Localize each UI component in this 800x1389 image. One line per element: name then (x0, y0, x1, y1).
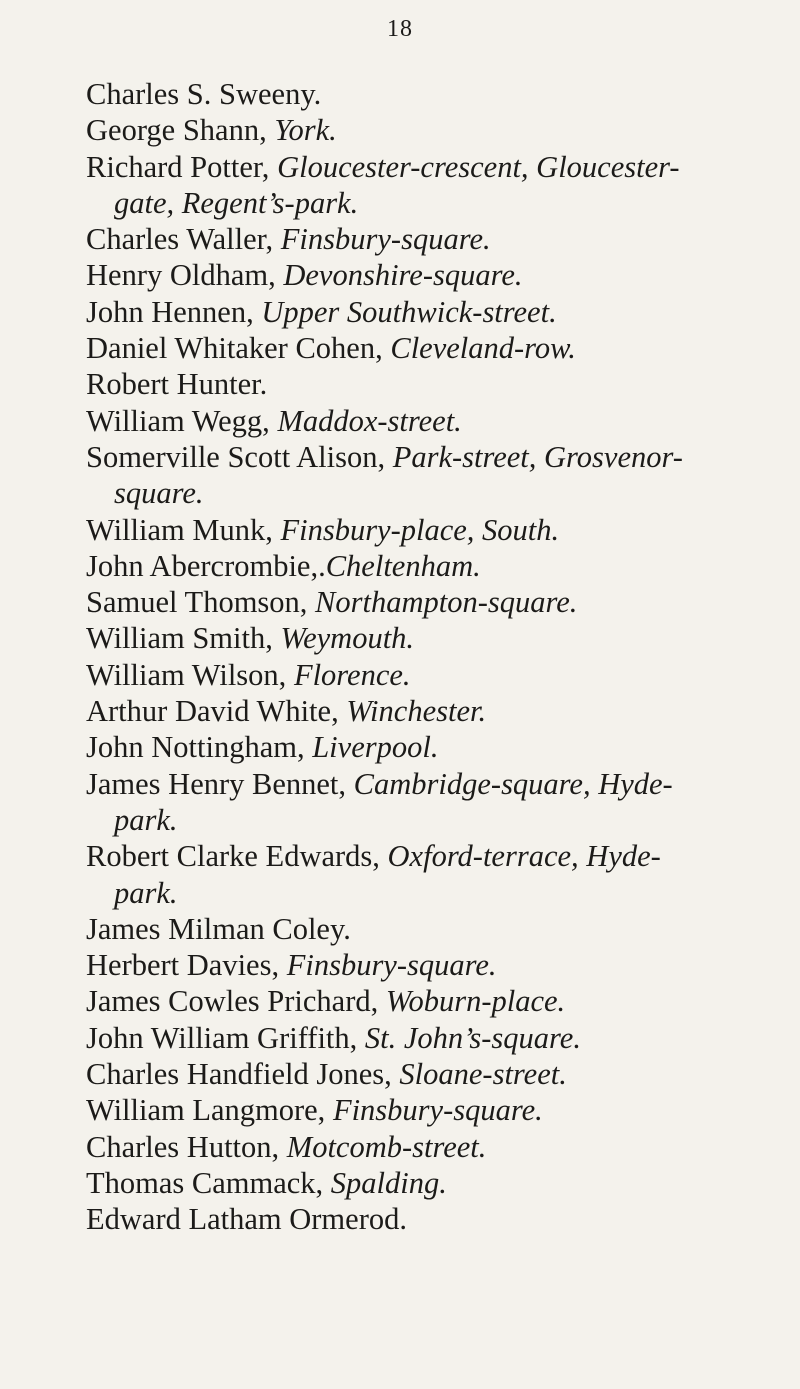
list-entry (86, 657, 776, 693)
member-address: Finsbury-place, South. (280, 512, 560, 547)
list-entry-continuation (86, 185, 776, 221)
list-entry (86, 1165, 776, 1201)
member-address-continued: park. (114, 802, 178, 837)
member-name: James Milman Coley. (86, 911, 351, 946)
member-name: James Cowles Prichard, (86, 984, 386, 1019)
member-name: Richard Potter, (86, 149, 278, 184)
member-address: Upper Southwick-street. (261, 294, 557, 329)
member-address: Liverpool. (312, 730, 439, 765)
member-name: William Langmore, (86, 1093, 333, 1128)
list-entry (86, 76, 776, 112)
list-entry (86, 403, 776, 439)
member-name: Somerville Scott Alison, (86, 439, 393, 474)
list-entry (86, 366, 776, 402)
member-name: George Shann, (86, 113, 275, 148)
member-name: Arthur David White, (86, 694, 347, 729)
list-entry (86, 439, 776, 475)
page-number: 18 (387, 16, 413, 42)
member-name: William Munk, (86, 512, 281, 547)
member-address: St. John’s-square. (364, 1020, 581, 1055)
member-name: Charles S. Sweeny. (86, 77, 322, 111)
member-address-continued: square. (114, 476, 204, 511)
member-name: John Nottingham, (86, 730, 313, 765)
list-entry (86, 1129, 776, 1165)
member-name: Robert Clarke Edwards, (86, 839, 388, 874)
member-address: Cambridge-square, Hyde- (353, 766, 673, 801)
member-address: Oxford-terrace, Hyde- (387, 839, 661, 874)
list-entry (86, 766, 776, 802)
list-entry-continuation (86, 802, 776, 838)
list-entry (86, 693, 776, 729)
member-name: William Smith, (86, 621, 281, 656)
member-name: John Hennen, (86, 294, 262, 329)
member-name: Edward Latham Ormerod. (86, 1202, 407, 1237)
list-entry (86, 257, 776, 293)
member-address-continued: gate, Regent’s-park. (114, 185, 359, 220)
list-entry (86, 838, 776, 874)
member-name: Herbert Davies, (86, 948, 287, 983)
list-entry (86, 983, 776, 1019)
member-name: John Abercrombie,. (86, 548, 326, 583)
member-address: Woburn-place. (385, 984, 566, 1019)
list-entry (86, 1092, 776, 1128)
member-name: James Henry Bennet, (86, 766, 354, 801)
member-address: Finsbury-square. (280, 222, 491, 257)
member-address: Northampton-square. (315, 585, 578, 620)
member-address: Florence. (293, 657, 411, 692)
member-name: John William Griffith, (86, 1020, 365, 1055)
list-entry (86, 112, 776, 148)
member-address: Park-street, Grosvenor- (392, 439, 683, 474)
list-entry (86, 947, 776, 983)
member-address: Maddox-street. (277, 403, 462, 438)
list-entry (86, 221, 776, 257)
list-entry (86, 1201, 776, 1237)
member-name: Robert Hunter. (86, 367, 268, 402)
member-address: Gloucester-crescent, Gloucester- (277, 149, 680, 184)
member-address-continued: park. (114, 875, 178, 910)
list-entry (86, 584, 776, 620)
member-name: Samuel Thomson, (86, 585, 316, 620)
list-entry (86, 620, 776, 656)
member-address: York. (274, 113, 337, 148)
list-entry-continuation (86, 875, 776, 911)
list-entry (86, 548, 776, 584)
member-address: Motcomb-street. (286, 1129, 487, 1164)
list-entry-continuation (86, 475, 776, 511)
list-entry (86, 512, 776, 548)
member-name: Daniel Whitaker Cohen, (86, 331, 391, 366)
member-address: Devonshire-square. (283, 258, 523, 293)
member-name: William Wilson, (86, 657, 294, 692)
member-name: Charles Handfield Jones, (86, 1057, 400, 1092)
member-address: Cleveland-row. (390, 331, 576, 366)
member-name: Thomas Cammack, (86, 1165, 331, 1200)
member-address: Weymouth. (280, 621, 415, 656)
member-name: William Wegg, (86, 403, 278, 438)
list-entry (86, 1056, 776, 1092)
member-name: Henry Oldham, (86, 258, 284, 293)
list-entry (86, 911, 776, 947)
member-address: Winchester. (346, 694, 487, 729)
member-address: Finsbury-square. (286, 948, 497, 983)
list-entry (86, 149, 776, 185)
list-entry (86, 294, 776, 330)
member-list (86, 76, 776, 1238)
member-name: Charles Waller, (86, 222, 281, 257)
list-entry (86, 330, 776, 366)
member-name: Charles Hutton, (86, 1129, 287, 1164)
member-address: Sloane-street. (399, 1057, 567, 1092)
list-entry (86, 729, 776, 765)
member-address: Cheltenham. (325, 548, 481, 583)
member-address: Spalding. (330, 1165, 447, 1200)
member-address: Finsbury-square. (332, 1093, 543, 1128)
list-entry (86, 1020, 776, 1056)
